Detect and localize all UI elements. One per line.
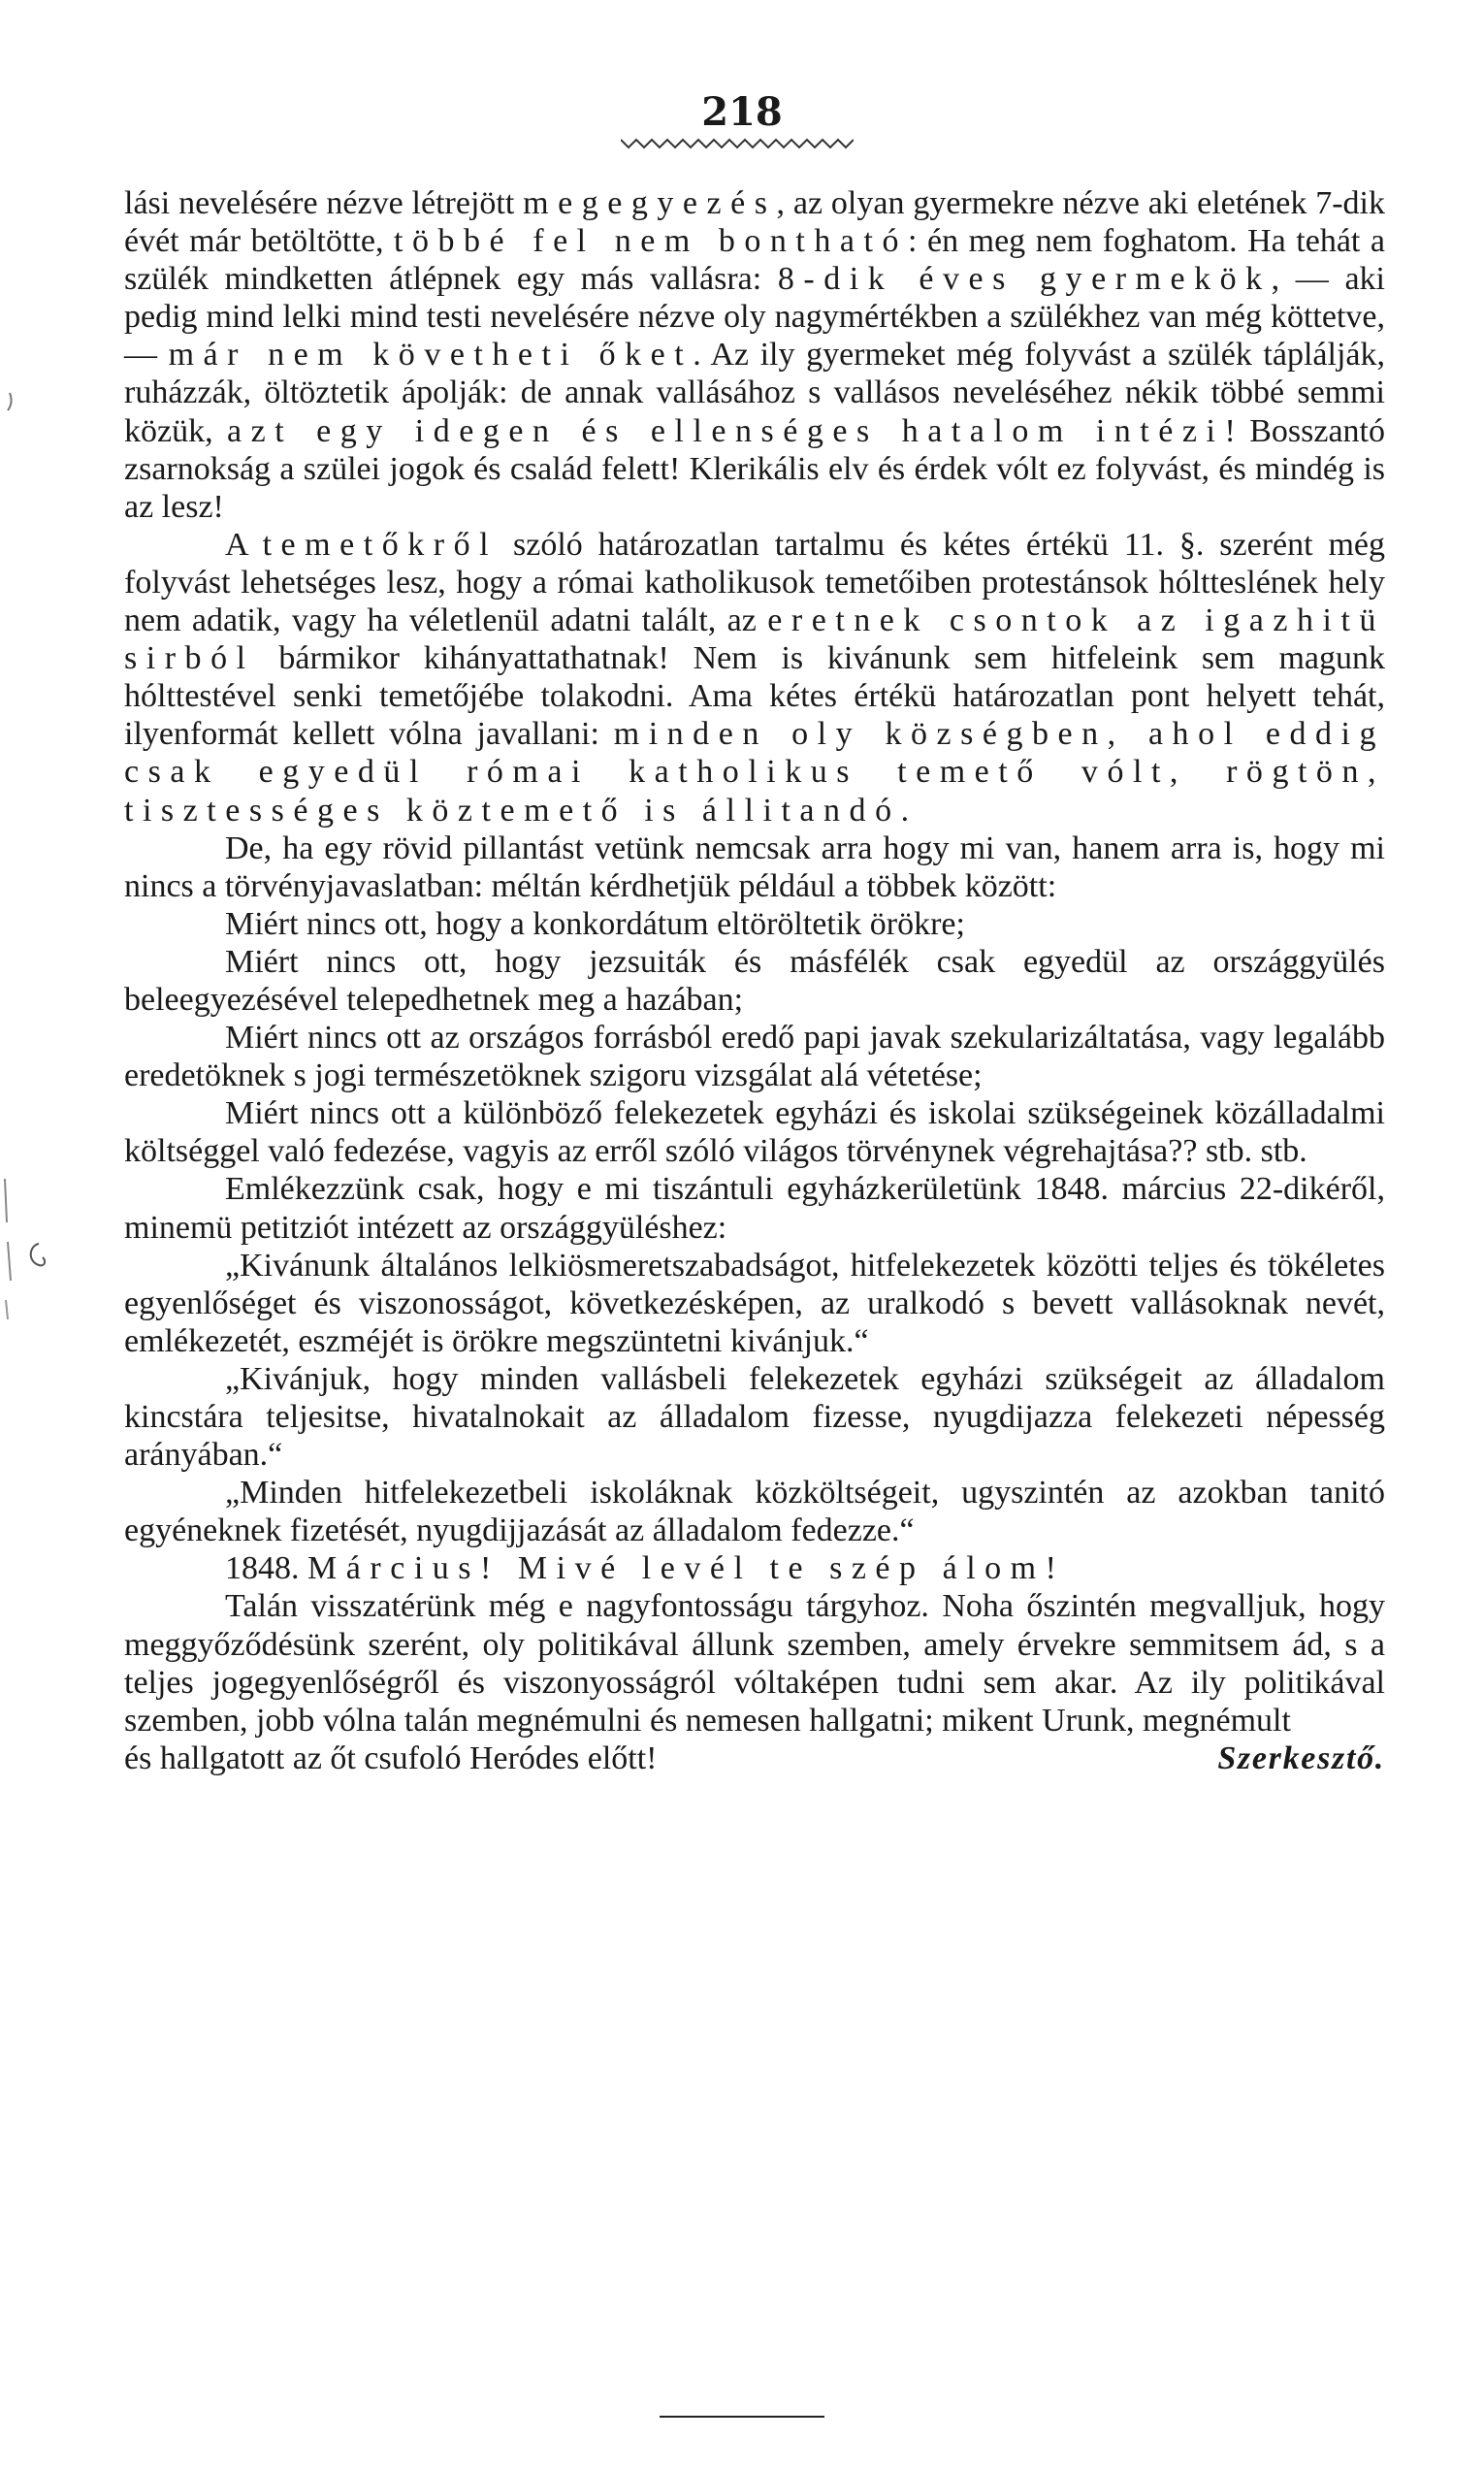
spaced-emphasis: eretnek csontok az igazhitü sirból [124, 602, 1385, 677]
text-run: Miért nincs ott, hogy a konkordátum eltöröltetik örökre; [225, 905, 965, 942]
spaced-emphasis: már nem követheti őket [168, 337, 694, 374]
paragraph [124, 526, 1385, 829]
spaced-emphasis: Március! Mivé levél te szép álom [307, 1550, 1046, 1587]
closing-paragraph [124, 1587, 1385, 1739]
text-run: Emlékezzünk csak, hogy e mi tiszántuli egyházkerületünk 1848. március 22-dikéről, minemü petitziót intézett az országgyüléshez: [124, 1171, 1385, 1246]
article-text [124, 184, 1385, 1777]
text-run: . Az ily gyermeket még folyvást a szülék táplálják, ruházzák, öltöztetik ápolják: de annak vallásához s vallásos neveléséhez nékik többé semmi közük, [124, 337, 1385, 449]
paragraph [124, 943, 1385, 1019]
text-run: „Minden hitfelekezetbeli iskoláknak közköltségeit, ugyszintén az azokban tanitó egyéneknek fizetését, nyugdijjazását az álladalom fedezze.“ [124, 1475, 1385, 1549]
paragraph [124, 1019, 1385, 1094]
paragraph [124, 1170, 1385, 1246]
text-run: ! Bosszantó zsarnokság a szülei jogok és család felett! Klerikális elv és érdek vólt ez folyvást, és mindég is az lesz! [124, 412, 1385, 525]
text-run: , — aki pedig mind lelki mind testi nevelésére nézve oly nagymértékben a szülékhez van még köttetve, — [124, 261, 1385, 374]
spaced-emphasis: megegyezés [523, 185, 777, 221]
end-rule [660, 2414, 824, 2420]
closing-line [124, 1739, 1385, 1777]
paragraph [124, 829, 1385, 905]
paragraph [124, 905, 1385, 943]
closing-last-line: és hallgatott az őt csufoló Heródes előtt! [124, 1739, 658, 1776]
paragraph [124, 184, 1385, 526]
text-run: bármikor kihányattathatnak! Nem is kivánunk sem hitfeleink sem magunk hólttestével senki temetőjébe tolakodni. Ama kétes értékü határozatlan pont helyett tehát, ilyenformát kellett vólna javallani: [124, 640, 1385, 753]
signature: Szerkesztő. [1217, 1739, 1385, 1776]
text-run: De, ha egy rövid pillantást vetünk nemcsak arra hogy mi van, hanem arra is, hogy mi nincs a törvényjavaslatban: méltán kérdhetjük például a többek között: [124, 829, 1385, 904]
spaced-emphasis: minden oly községben, ahol eddig csak egyedül római katholikus temető vólt, rögtön, tisztességes köztemető is állitandó [124, 716, 1385, 829]
paragraph [124, 1549, 1385, 1587]
text-run: ! [1045, 1550, 1056, 1587]
text-run: , az olyan gyermekre nézve aki eletének 7-dik évét már betöltötte, [124, 185, 1385, 260]
text-run: lási nevelésére nézve létrejött [124, 185, 524, 221]
text-run: Miért nincs ott a különböző felekezetek egyházi és iskolai szükségeinek közálladalmi költséggel való fedezése, vagyis az erről szóló világos törvénynek végrehajtása?? stb. stb. [124, 1095, 1385, 1170]
page-number: 218 [701, 89, 783, 135]
spaced-emphasis: temetőkről [262, 526, 499, 563]
paragraph [124, 1474, 1385, 1549]
text-run: : én meg nem foghatom. Ha tehát a szülék mindketten átlépnek egy más vallásra: [124, 223, 1386, 298]
text-run: szóló határozatlan tartalmu és kétes értékü 11. §. szerént még folyvást lehetséges lesz, hogy a római katholikusok temetőiben protestánsok hóltteslének hely nem adatik, vagy ha véletlenül adatni talált, az [124, 526, 1385, 639]
text-run: „Kivánunk általános lelkiösmeretszabadságot, hitfelekezetek közötti teljes és tökéletes egyenlőséget és viszonosságot, következésképen, az uralkodó s bevett vallásoknak nevét, emlékezetét, eszméjét is örökre megszüntetni kivánjuk.“ [124, 1247, 1385, 1359]
closing-text: Talán visszatérünk még e nagyfontosságu tárgyhoz. Noha őszintén megvalljuk, hogy meggyőződésünk szerént, oly politikával állunk szemben, amely érvekre semmitsem ád, s a teljes jogegyenlőségről és viszonyosságról vóltaképen tudni sem akar. Az ily politikával szemben, jobb vólna talán megnémulni és nemesen hallgatni; mikent Urunk, megnémult [124, 1588, 1385, 1739]
margin-pencil-marks [0, 0, 58, 2471]
text-run: A [225, 526, 263, 563]
spaced-emphasis: azt egy idegen és ellenséges hatalom intézi [227, 412, 1225, 449]
paragraph [124, 1360, 1385, 1474]
text-run: Miért nincs ott az országos forrásból eredő papi javak szekularizáltatása, vagy legalább eredetöknek s jogi természetöknek szigoru vizsgálat alá vétetése; [124, 1020, 1385, 1094]
paragraph [124, 1247, 1385, 1360]
paragraph [124, 1094, 1385, 1170]
text-run: „Kivánjuk, hogy minden vallásbeli felekezetek egyházi szükségeit az álladalom kincstára teljesitse, hivatalnokait az álladalom fizesse, nyugdijazza felekezeti népesség arányában.“ [124, 1360, 1385, 1474]
text-run: 1848. [225, 1550, 307, 1587]
spaced-emphasis: többé fel nem bontható [394, 223, 909, 260]
header-ornament [621, 134, 854, 151]
spaced-emphasis: 8-dik éves gyermekök [777, 261, 1272, 298]
text-run: Miért nincs ott, hogy jezsuiták és másfélék csak egyedül az országgyülés beleegyezésével telepedhetnek meg a hazában; [124, 943, 1385, 1018]
text-run: . [900, 792, 910, 829]
